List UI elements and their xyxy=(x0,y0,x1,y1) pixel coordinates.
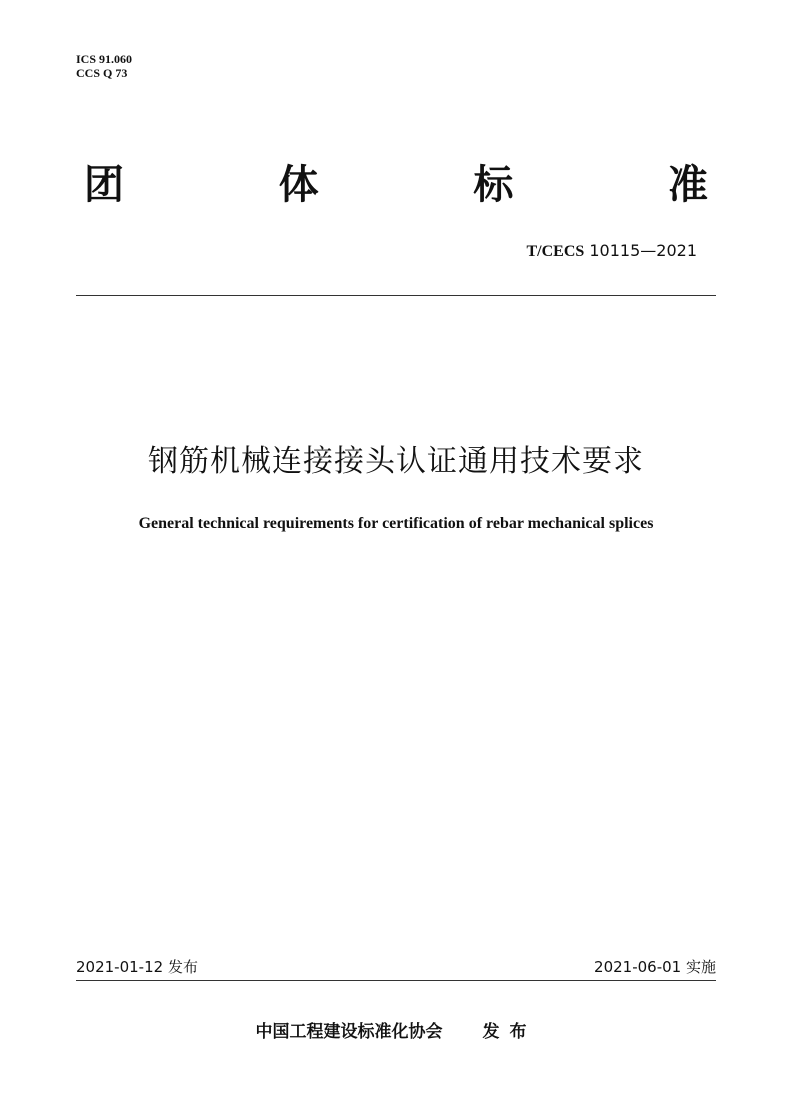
standard-type-char-2: 体 xyxy=(278,162,319,208)
standard-type-char-1: 团 xyxy=(84,162,124,208)
ics-code: ICS 91.060 xyxy=(76,52,133,66)
publisher-verb: 发布 xyxy=(482,1022,537,1042)
implementation-date: 2021-06-01 实施 xyxy=(594,958,716,976)
title-english: General technical requirements for certification of rebar mechanical splices xyxy=(138,515,654,532)
bottom-divider xyxy=(76,980,716,981)
standard-type-heading xyxy=(84,158,708,212)
standard-number-code: 10115—2021 xyxy=(589,241,697,260)
publisher-name: 中国工程建设标准化协会 xyxy=(255,1022,443,1042)
publisher xyxy=(0,1019,792,1045)
title-chinese: 钢筋机械连接接头认证通用技术要求 xyxy=(148,444,644,479)
top-divider xyxy=(76,295,716,296)
ccs-code: CCS Q 73 xyxy=(76,66,128,80)
standard-type-char-3: 标 xyxy=(473,162,514,208)
standard-number xyxy=(526,240,697,263)
standard-type-char-4: 准 xyxy=(667,162,708,208)
standard-number-prefix: T/CECS xyxy=(526,243,585,260)
issue-date: 2021-01-12 发布 xyxy=(76,958,198,976)
classification-block xyxy=(76,52,132,80)
